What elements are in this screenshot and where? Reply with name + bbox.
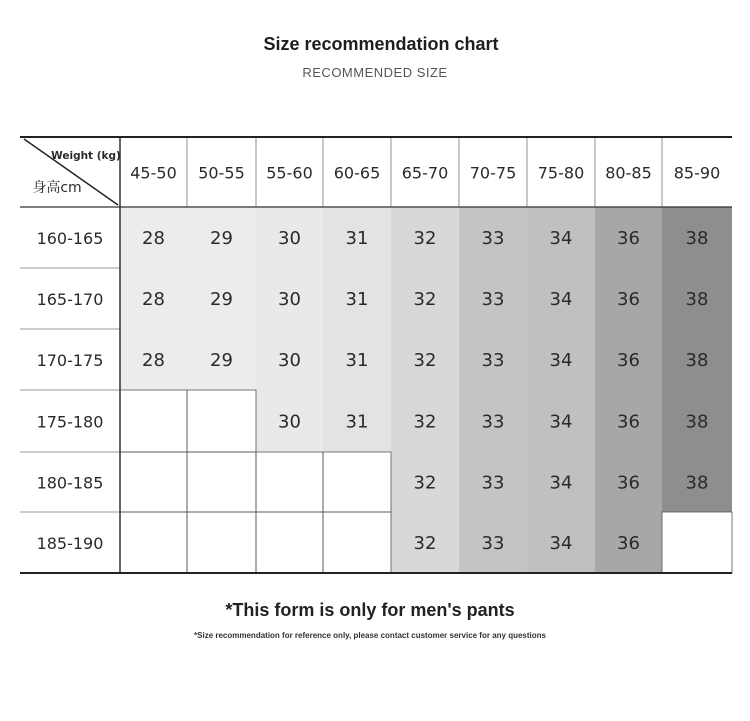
- size-value: 31: [345, 228, 369, 249]
- height-range-label: 185-190: [36, 534, 104, 553]
- size-value: 29: [210, 350, 233, 371]
- reference-disclaimer: *Size recommendation for reference only, please contact customer service for any questions: [194, 631, 546, 640]
- height-range-label: 170-175: [36, 351, 104, 370]
- weight-range-header: 65-70: [401, 163, 449, 183]
- empty-cell-border: [187, 452, 256, 512]
- weight-range-header: 55-60: [266, 163, 313, 183]
- size-value: 31: [345, 289, 369, 310]
- size-value: 29: [210, 289, 233, 310]
- size-value: 33: [481, 533, 505, 554]
- size-value: 33: [481, 350, 505, 371]
- size-value: 28: [142, 350, 165, 371]
- size-value: 33: [481, 411, 505, 433]
- size-value: 38: [685, 289, 709, 310]
- size-value: 30: [278, 411, 301, 433]
- size-value: 34: [549, 350, 573, 371]
- empty-cell-border: [323, 512, 391, 573]
- size-value: 32: [413, 411, 437, 433]
- height-axis-label: 身高cm: [32, 180, 82, 196]
- height-range-label: 180-185: [36, 473, 104, 493]
- weight-range-header: 75-80: [537, 163, 585, 183]
- size-value: 36: [617, 472, 640, 494]
- weight-range-header: 85-90: [673, 163, 721, 183]
- size-value: 34: [549, 472, 573, 494]
- size-value: 32: [413, 350, 437, 371]
- height-range-label: 165-170: [36, 290, 104, 309]
- size-value: 33: [481, 472, 505, 494]
- size-value: 34: [549, 289, 573, 310]
- weight-range-header: 50-55: [198, 163, 245, 183]
- empty-cell-border: [120, 390, 187, 452]
- size-value: 30: [278, 228, 301, 249]
- empty-cell-border: [256, 512, 323, 573]
- height-range-label: 160-165: [36, 229, 104, 248]
- size-value: 38: [685, 228, 709, 249]
- size-value: 38: [685, 472, 709, 494]
- size-value: 36: [617, 289, 640, 310]
- size-value: 34: [549, 533, 573, 554]
- size-value: 33: [481, 228, 505, 249]
- empty-cell-border: [120, 512, 187, 573]
- size-value: 28: [142, 289, 165, 310]
- weight-range-header: 45-50: [130, 163, 177, 183]
- size-value: 33: [481, 289, 505, 310]
- size-value: 36: [617, 411, 640, 433]
- size-value: 32: [413, 472, 437, 494]
- height-range-label: 175-180: [36, 412, 104, 432]
- empty-cell-border: [323, 452, 391, 512]
- size-value: 31: [345, 411, 369, 433]
- size-value: 31: [345, 350, 369, 371]
- size-value: 34: [549, 228, 573, 249]
- size-value: 32: [413, 228, 437, 249]
- empty-cell-border: [120, 452, 187, 512]
- size-value: 29: [210, 228, 233, 249]
- weight-range-header: 60-65: [333, 163, 381, 183]
- empty-cell-border: [662, 512, 732, 573]
- size-value: 36: [617, 533, 640, 554]
- weight-axis-label: Weight (kg): [51, 150, 121, 162]
- empty-cell-border: [187, 390, 256, 452]
- size-value: 38: [685, 350, 709, 371]
- empty-cell-border: [256, 452, 323, 512]
- men-pants-note: *This form is only for men's pants: [225, 600, 515, 620]
- size-value: 32: [413, 289, 437, 310]
- chart-subtitle: RECOMMENDED SIZE: [302, 65, 448, 80]
- size-value: 28: [142, 228, 165, 249]
- size-value: 36: [617, 228, 640, 249]
- size-value: 38: [685, 411, 709, 433]
- size-value: 36: [617, 350, 640, 371]
- size-value: 32: [413, 533, 437, 554]
- chart-title: Size recommendation chart: [263, 34, 499, 54]
- weight-range-header: 80-85: [605, 163, 652, 183]
- size-value: 30: [278, 289, 301, 310]
- weight-range-header: 70-75: [469, 163, 517, 183]
- size-value: 30: [278, 350, 301, 371]
- size-value: 34: [549, 411, 573, 433]
- empty-cell-border: [187, 512, 256, 573]
